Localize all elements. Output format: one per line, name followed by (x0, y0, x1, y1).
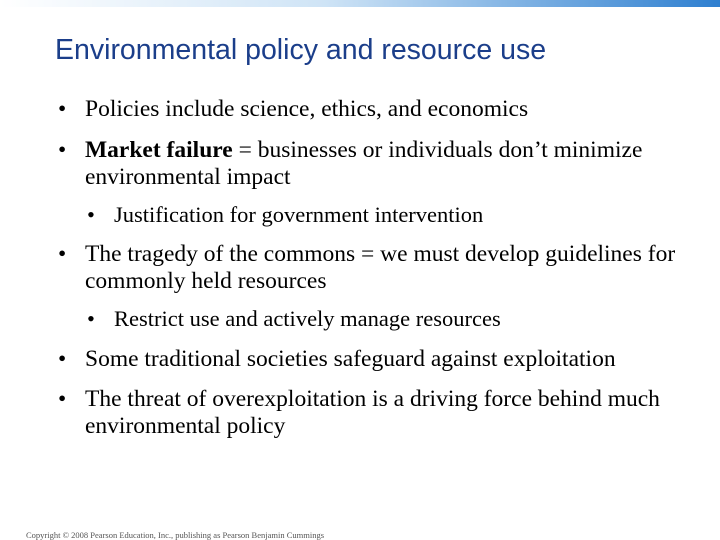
bullet-text: Some traditional societies safeguard against exploitation (85, 345, 616, 372)
bullet-dot-icon: • (87, 306, 95, 331)
slide-title: Environmental policy and resource use (55, 34, 547, 66)
bullet-list (58, 96, 698, 454)
bullet-term: Market failure (85, 136, 233, 163)
bullet-dot-icon: • (58, 136, 67, 163)
bullet-dot-icon: • (58, 241, 67, 267)
bullet-dot-icon: • (58, 386, 67, 412)
sub-bullet-item (87, 305, 698, 332)
bullet-item (58, 137, 698, 191)
bullet-item (58, 386, 698, 440)
sub-bullet-text: Justification for government intervention (114, 201, 484, 227)
sub-bullet-item (87, 201, 698, 228)
bullet-item (58, 96, 698, 123)
bullet-dot-icon: • (87, 201, 95, 227)
bullet-item (58, 241, 698, 295)
top-gradient-band (0, 0, 720, 7)
copyright-footer: Copyright © 2008 Pearson Education, Inc., publishing as Pearson Benjamin Cummings (26, 530, 325, 540)
bullet-dot-icon: • (58, 345, 67, 372)
bullet-text: The threat of overexploitation is a driving force behind much environmental policy (85, 386, 660, 439)
bullet-text: Policies include science, ethics, and economics (85, 96, 529, 122)
bullet-item (58, 346, 698, 373)
bullet-text: = businesses or individuals don’t minimize environmental impact (85, 136, 643, 190)
bullet-dot-icon: • (58, 96, 67, 122)
bullet-text: The tragedy of the commons = we must develop guidelines for commonly held resources (85, 241, 676, 294)
sub-bullet-text: Restrict use and actively manage resources (114, 306, 501, 331)
